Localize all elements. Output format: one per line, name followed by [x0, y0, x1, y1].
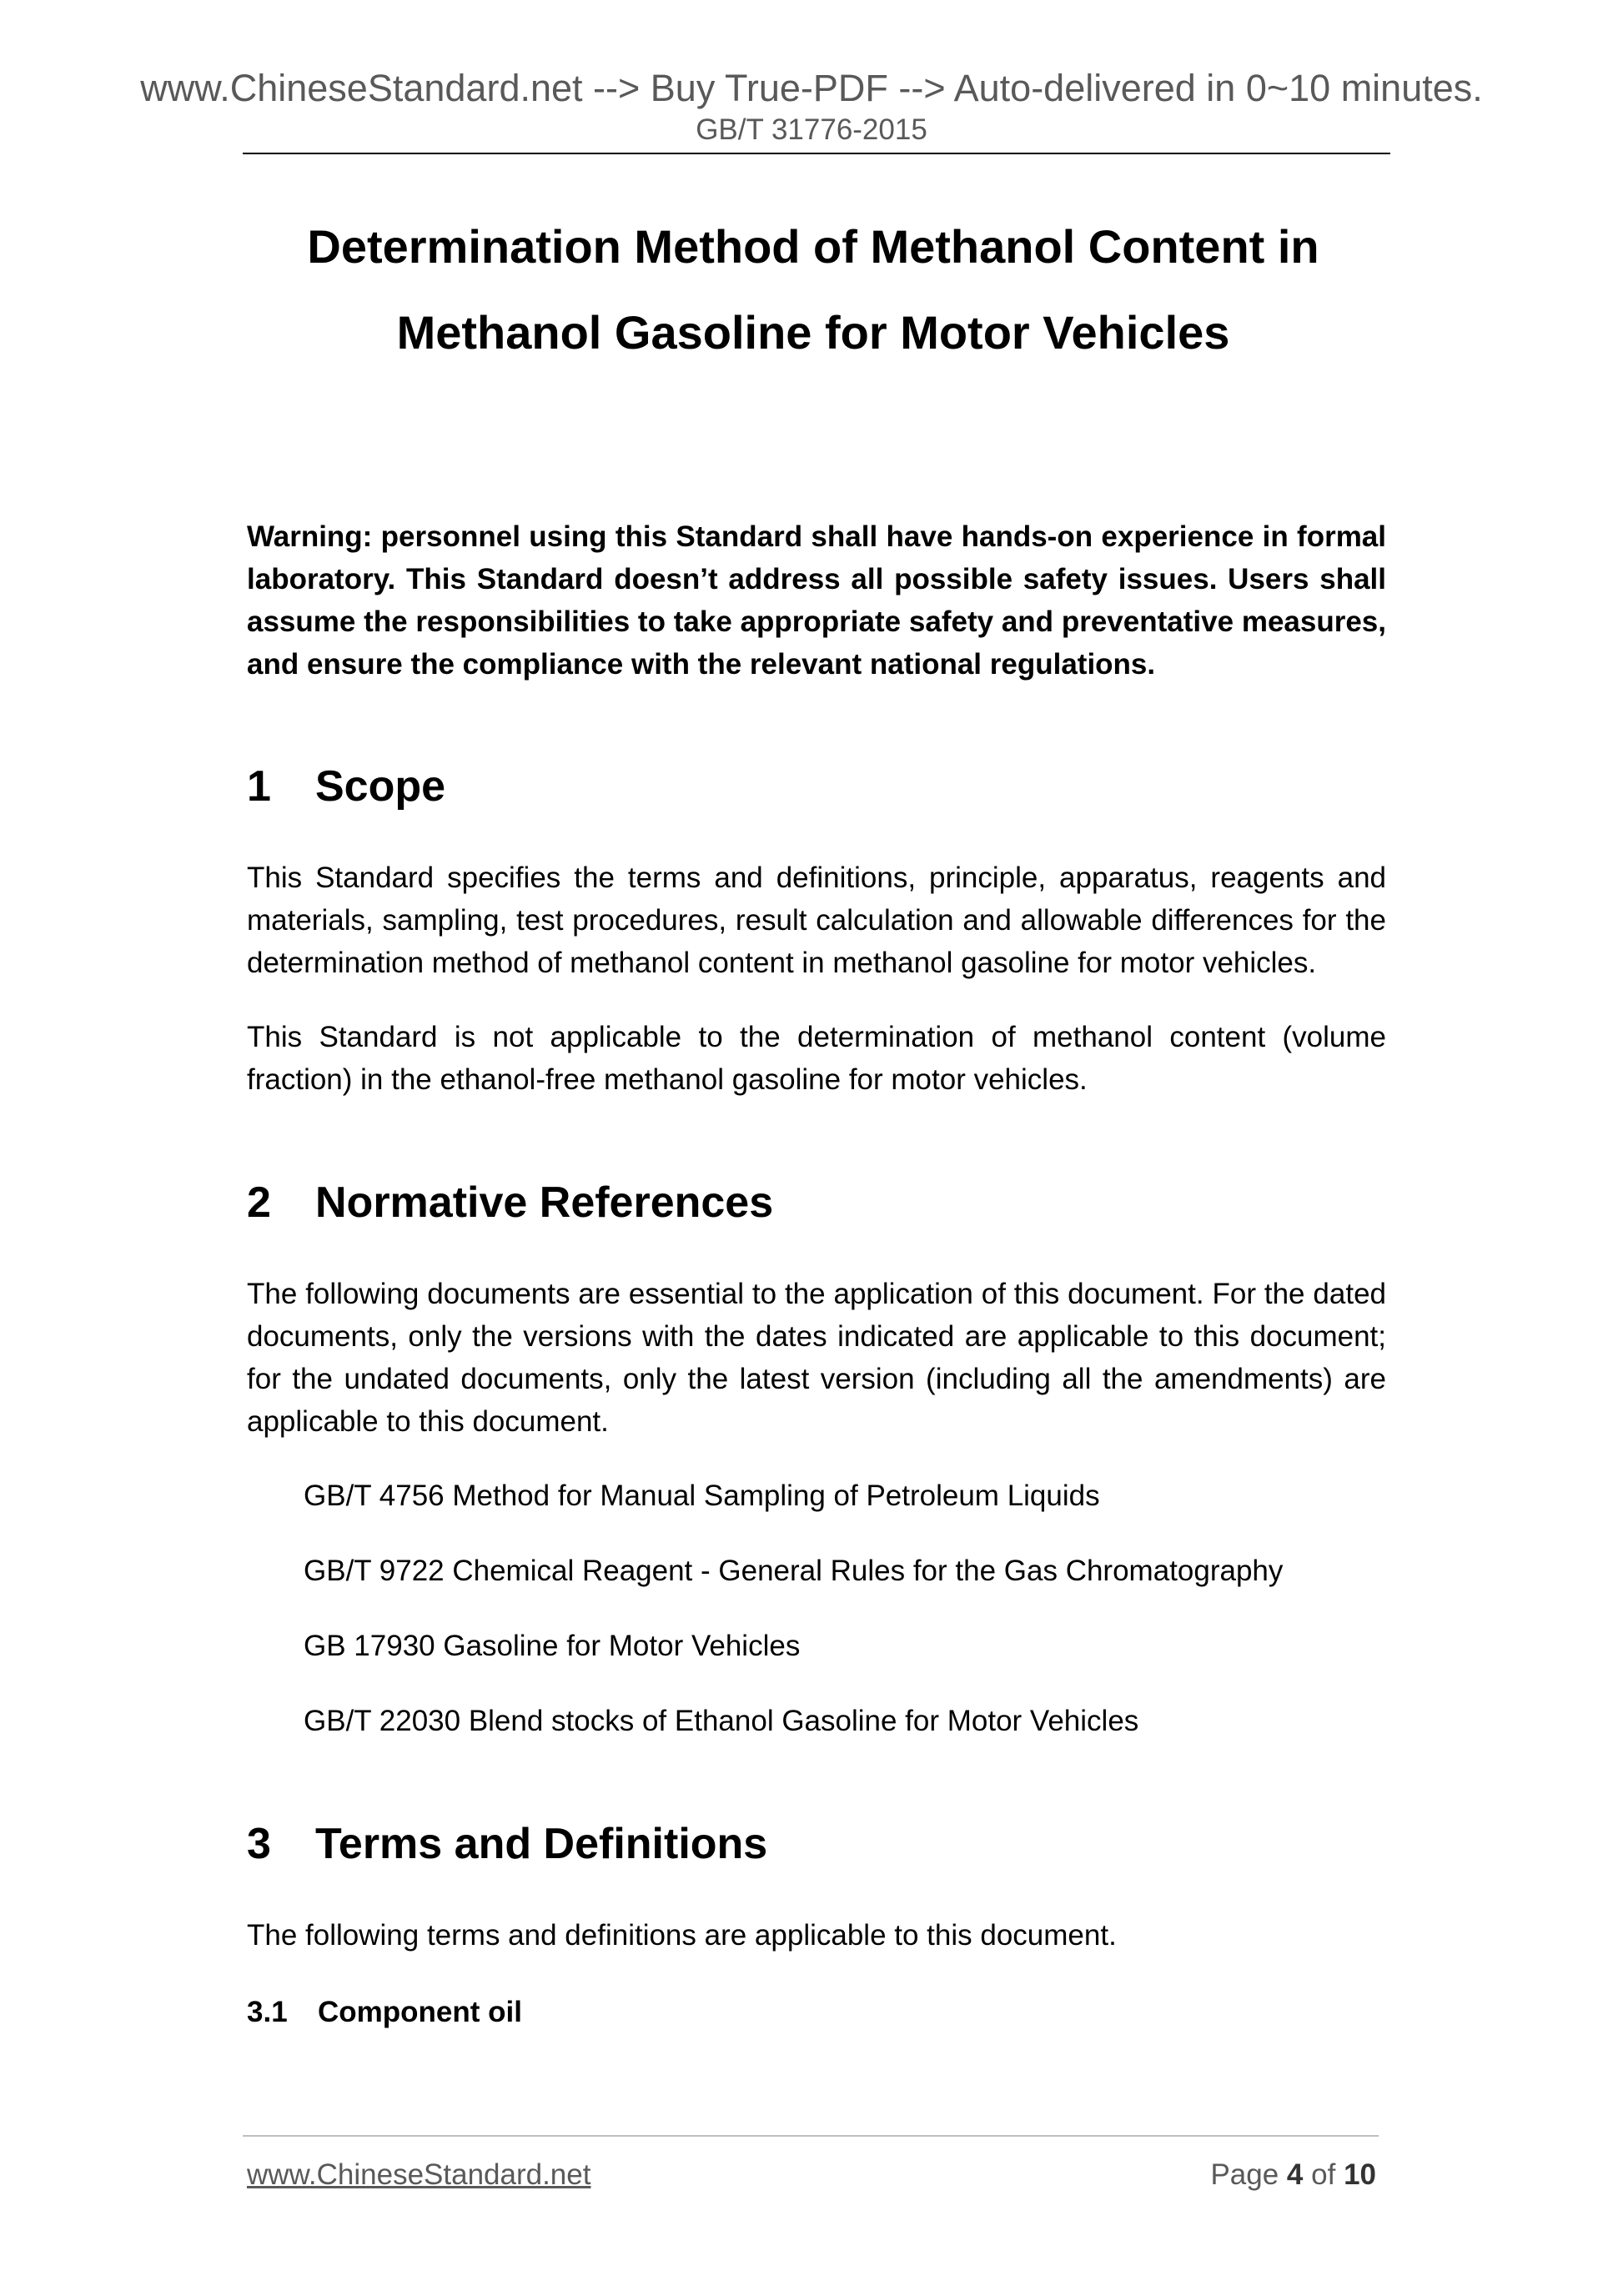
section-number: 3 — [247, 1820, 271, 1868]
current-page: 4 — [1286, 2158, 1304, 2191]
header-divider — [243, 153, 1390, 154]
section-title: Scope — [315, 762, 446, 811]
reference-item: GB 17930 Gasoline for Motor Vehicles — [304, 1630, 801, 1662]
reference-item: GB/T 4756 Method for Manual Sampling of Petroleum Liquids — [304, 1480, 1100, 1512]
page-header — [0, 65, 1623, 148]
page-number — [1210, 2157, 1376, 2193]
document-code: GB/T 31776-2015 — [696, 113, 927, 146]
document-title — [183, 203, 1443, 375]
title-line-2: Methanol Gasoline for Motor Vehicles — [396, 306, 1230, 359]
subsection-number: 3.1 — [247, 1996, 288, 2028]
section-title: Normative References — [315, 1178, 774, 1227]
footer-divider — [243, 2135, 1379, 2137]
section-heading-scope — [247, 760, 1386, 813]
subsection-title: Component oil — [318, 1996, 522, 2028]
warning-paragraph: Warning: personnel using this Standard shall have hands-on experience in formal laboratory. This Standard doesn’t address all possible safety issues. Users shall assume the responsibilities to take appropriate safety and preventative measures, and ensure the compliance with the relevant national regulations. — [247, 520, 1386, 681]
section-title: Terms and Definitions — [315, 1820, 768, 1868]
header-banner: www.ChineseStandard.net --> Buy True-PDF --> Auto-delivered in 0~10 minutes. — [140, 67, 1483, 109]
reference-item: GB/T 22030 Blend stocks of Ethanol Gasoline for Motor Vehicles — [304, 1705, 1139, 1737]
reference-item: GB/T 9722 Chemical Reagent - General Rules for the Gas Chromatography — [304, 1555, 1284, 1587]
section-number: 1 — [247, 762, 271, 811]
page-label: Page — [1210, 2158, 1279, 2191]
footer-website-link[interactable]: www.ChineseStandard.net — [247, 2158, 591, 2191]
section-number: 2 — [247, 1178, 271, 1227]
terms-intro-paragraph: The following terms and definitions are applicable to this document. — [247, 1919, 1117, 1952]
subsection-heading-component-oil — [247, 1991, 1386, 2033]
scope-paragraph: This Standard specifies the terms and definitions, principle, apparatus, reagents and materials, sampling, test procedures, result calculation and allowable differences for the determination method of methanol content in methanol gasoline for motor vehicles. — [247, 862, 1386, 979]
section-heading-terms-and-definitions — [247, 1817, 1386, 1871]
scope-paragraph: This Standard is not applicable to the determination of methanol content (volume fraction) in the ethanol-free methanol gasoline for motor vehicles. — [247, 1021, 1386, 1096]
document-body — [247, 515, 1386, 2033]
title-line-1: Determination Method of Methanol Content in — [307, 220, 1319, 273]
page-of-label: of — [1311, 2158, 1336, 2191]
section-heading-normative-references — [247, 1176, 1386, 1229]
references-intro-paragraph: The following documents are essential to the application of this document. For the dated documents, only the versions with the dates indicated are applicable to this document; for the undated documents, only the latest version (including all the amendments) are applicable to this document. — [247, 1278, 1386, 1438]
total-pages: 10 — [1344, 2158, 1376, 2191]
